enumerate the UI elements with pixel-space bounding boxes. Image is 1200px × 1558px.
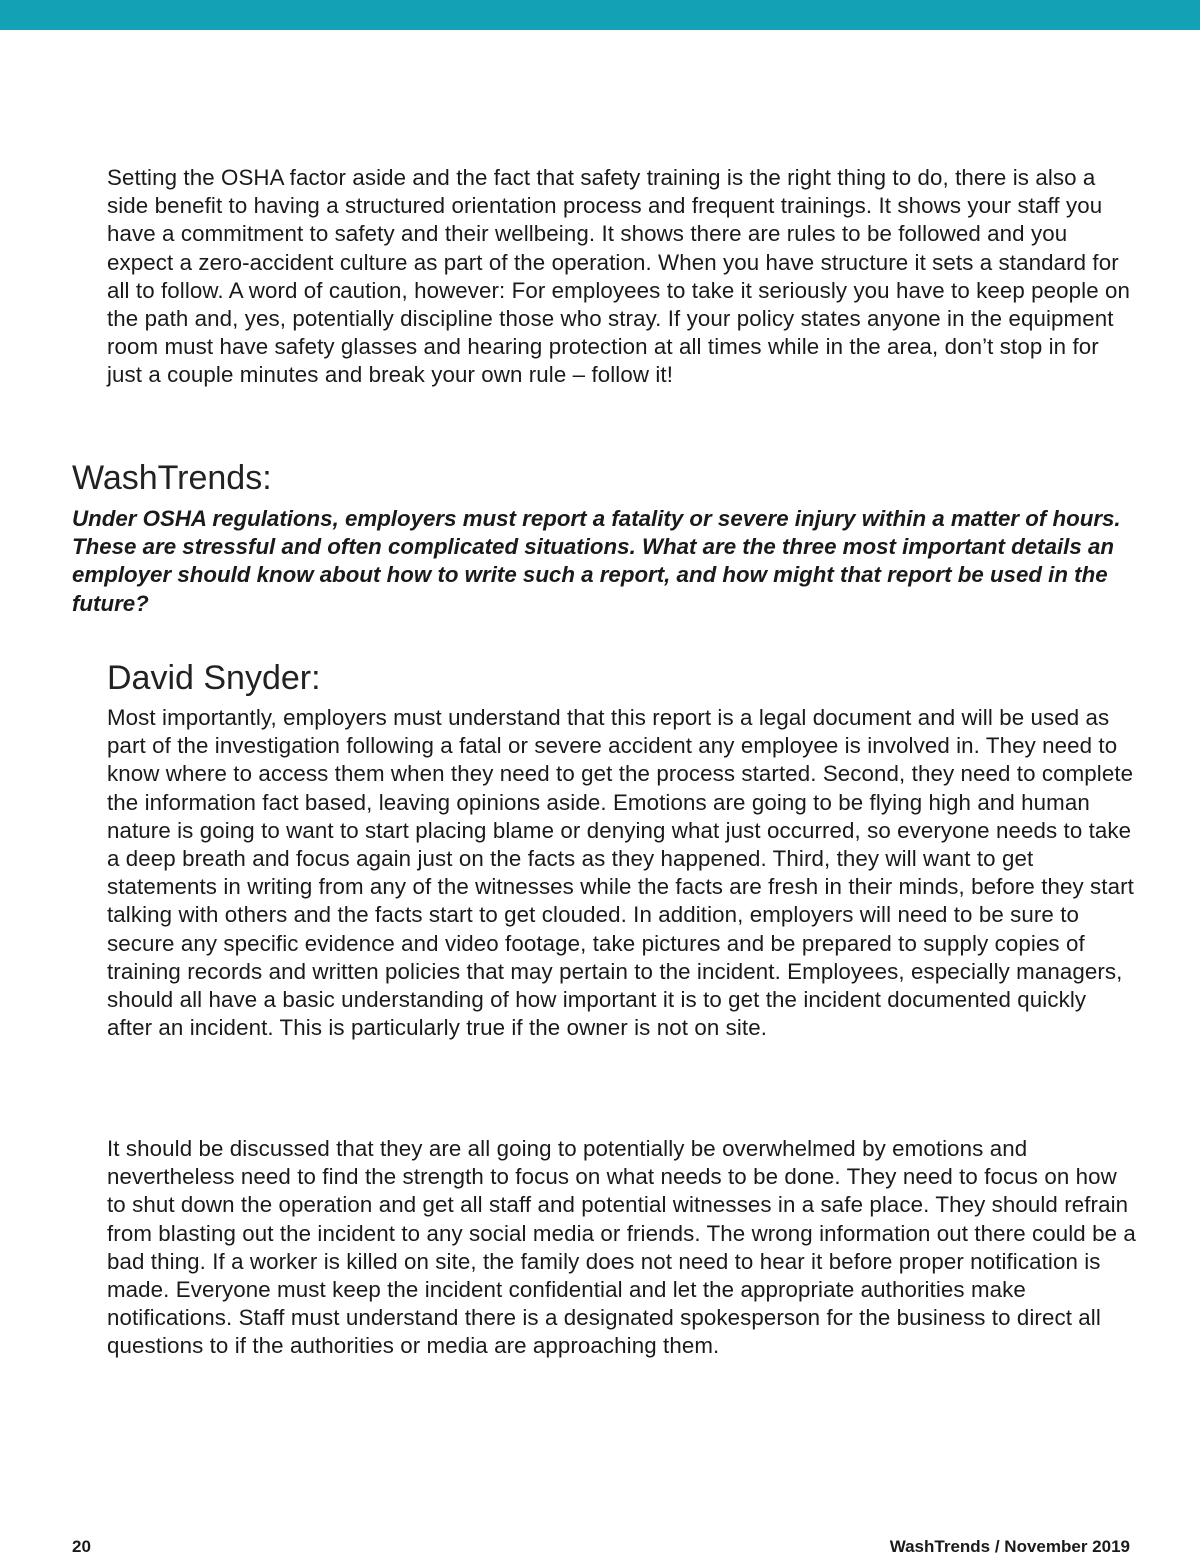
answer-paragraph: It should be discussed that they are all going to potentially be overwhelmed by emotions and nevertheless need to find the strength to focus on what needs to be done. They need to focus on how to shut down the operation and get all staff and potential witnesses in a safe place. They should refrain from blasting out the incident to any social media or friends. The wrong information out there could be a bad thing. If a worker is killed on site, the family does not need to hear it before proper notification is made. Everyone must keep the incident confidential and let the appropriate authorities make notifications. Staff must understand there is a designated spokesperson for the business to direct all questions to if the authorities or media are approaching them. bbox=[107, 1136, 1136, 1359]
publication-info: WashTrends / November 2019 bbox=[889, 1537, 1130, 1556]
interview-question: Under OSHA regulations, employers must report a fatality or severe injury within a matter of hours. These are stressful and often complicated situations. What are the three most important details an employer should know about how to write such a report, and how might that report be used in the future? bbox=[72, 506, 1121, 616]
answer-paragraph: Most importantly, employers must understand that this report is a legal document and will be used as part of the investigation following a fatal or severe accident any employee is involved in. They need to know where to access them when they need to get the process started. Second, they need to complete the information fact based, leaving opinions aside. Emotions are going to be flying high and human nature is going to want to start placing blame or denying what just occurred, so everyone needs to take a deep breath and focus again just on the facts as they happened. Third, they will want to get statements in writing from any of the witnesses while the facts are fresh in their minds, before they start talking with others and the facts start to get clouded. In addition, employers will need to be sure to secure any specific evidence and video footage, take pictures and be prepared to supply copies of training records and written policies that may pertain to the incident. Employees, especially managers, should all have a basic understanding of how important it is to get the incident documented quickly after an incident. This is particularly true if the owner is not on site. bbox=[107, 705, 1134, 1041]
intro-paragraph: Setting the OSHA factor aside and the fact that safety training is the right thing to do, there is also a side benefit to having a structured orientation process and frequent trainings. It shows your staff you have a commitment to safety and their wellbeing. It shows there are rules to be followed and you expect a zero-accident culture as part of the operation. When you have structure it sets a standard for all to follow. A word of caution, however: For employees to take it seriously you have to keep people on the path and, yes, potentially discipline those who stray. If your policy states anyone in the equipment room must have safety glasses and hearing protection at all times while in the area, don’t stop in for just a couple minutes and break your own rule – follow it! bbox=[107, 165, 1131, 388]
page-number: 20 bbox=[72, 1537, 91, 1556]
header-color-bar bbox=[0, 0, 1200, 30]
respondent-label: David Snyder: bbox=[107, 659, 321, 697]
interviewer-label: WashTrends: bbox=[72, 459, 272, 497]
